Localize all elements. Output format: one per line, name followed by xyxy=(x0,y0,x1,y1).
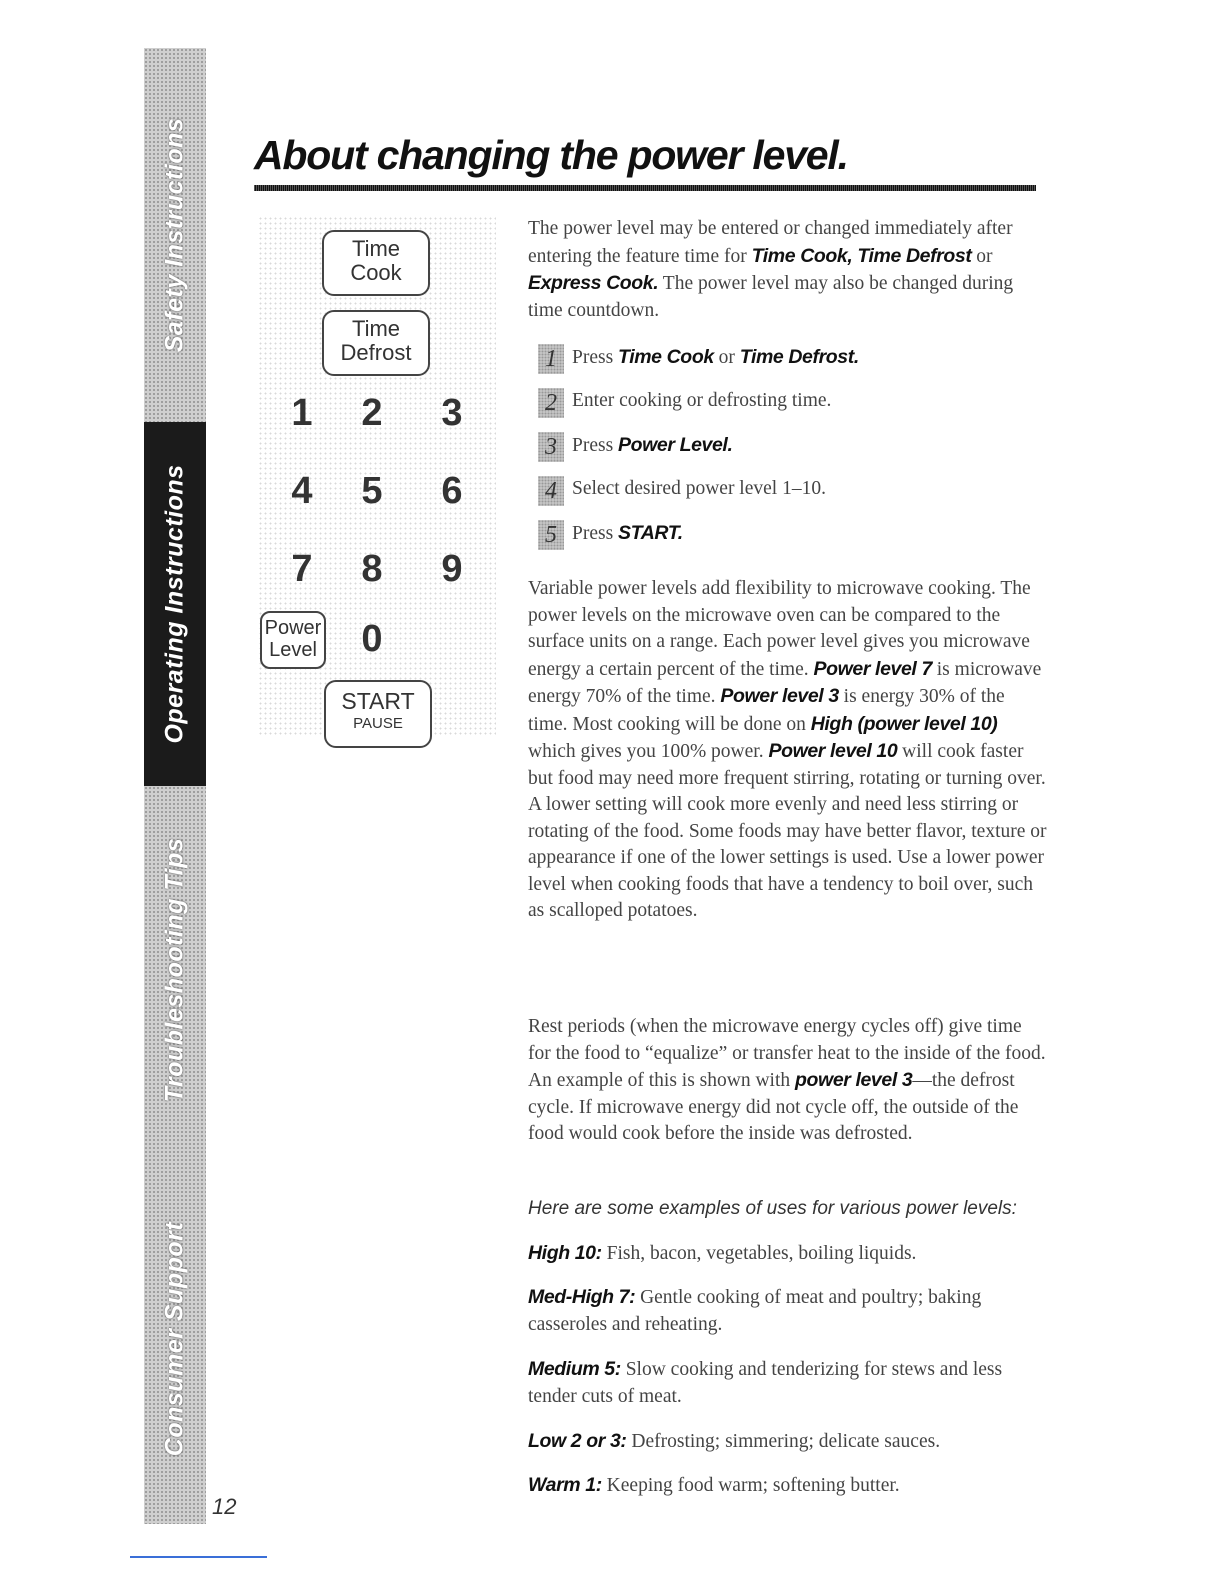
time-cook-key[interactable] xyxy=(322,230,430,296)
bold-run: Time Defrost. xyxy=(739,346,859,368)
tab-consumer-support[interactable] xyxy=(144,1154,206,1524)
title-rule xyxy=(254,185,1036,191)
step-text xyxy=(572,478,826,500)
page-number: 12 xyxy=(212,1494,237,1519)
digit-6-key[interactable]: 6 xyxy=(441,470,463,512)
example-item xyxy=(528,1356,1048,1410)
key-label-line: Cook xyxy=(350,260,402,285)
bold-run: Time Cook, Time Defrost xyxy=(751,244,972,267)
example-text: Defrosting; simmering; delicate sauces. xyxy=(626,1431,941,1452)
step-text xyxy=(572,434,732,457)
digit-1-key[interactable]: 1 xyxy=(291,392,313,434)
text-run: will cook faster but food may need more frequent stirring, rotating or turning over. A lower setting will cook more evenly and need less stirring or rotating of the food. Some foods may have better flavor, texture or appearance if one of the lower settings is used. Use a lower power level when cooking foods that have a tendency to boil over, such as scalloped potatoes. xyxy=(528,741,1047,921)
tab-operating-instructions[interactable] xyxy=(144,422,206,786)
example-label: Medium 5: xyxy=(528,1358,621,1380)
bold-run: Power level 7 xyxy=(813,657,932,680)
key-label-line: PAUSE xyxy=(353,715,403,732)
variable-power-paragraph xyxy=(528,576,1048,925)
bold-run: START. xyxy=(618,522,683,544)
example-text: Fish, bacon, vegetables, boiling liquids. xyxy=(601,1243,917,1264)
key-label-line: Power xyxy=(264,617,322,639)
key-label-line: Defrost xyxy=(340,340,412,365)
text-run: is microwave energy 70% of the time. xyxy=(528,658,1042,707)
digit-4-key[interactable]: 4 xyxy=(291,470,313,512)
tab-safety-instructions[interactable] xyxy=(144,48,206,422)
key-label-line: Level xyxy=(269,639,317,661)
example-label: Low 2 or 3: xyxy=(528,1430,627,1452)
text-run: Press xyxy=(572,347,619,368)
example-item xyxy=(528,1472,1048,1500)
digit-7-key[interactable]: 7 xyxy=(291,548,313,590)
example-item xyxy=(528,1240,1048,1268)
bold-run: Power level 10 xyxy=(768,740,898,762)
text-run: —the defrost cycle. If microwave energy did not cycle off, the outside of the food would cook before the inside was defrosted. xyxy=(528,1070,1019,1144)
intro-paragraph xyxy=(528,216,1048,324)
bold-run: Time Cook xyxy=(618,346,714,368)
bottom-divider xyxy=(130,1556,267,1558)
tab-troubleshooting-tips[interactable] xyxy=(144,786,206,1154)
step-text xyxy=(572,346,859,369)
text-run: The power level may be entered or changed immediately after entering the feature time for xyxy=(528,218,1013,267)
key-label-line: Time xyxy=(351,316,401,341)
example-text: Keeping food warm; softening butter. xyxy=(601,1475,900,1496)
bold-run: power level 3 xyxy=(795,1069,913,1091)
digit-8-key[interactable]: 8 xyxy=(361,548,383,590)
example-item xyxy=(528,1284,1048,1338)
text-run: Rest periods (when the microwave energy cycles off) give time for the food to “equalize” or transfer heat to the inside of the food. An example of this is shown with xyxy=(528,1016,1046,1091)
bold-run: Power Level. xyxy=(618,434,733,456)
digit-2-key[interactable]: 2 xyxy=(361,392,383,434)
key-label-line: Time xyxy=(351,236,401,261)
text-run: Press xyxy=(572,523,619,544)
bold-run: Express Cook. xyxy=(528,272,659,294)
text-run: Press xyxy=(572,435,619,456)
text-run: Enter cooking or defrosting time. xyxy=(572,390,832,411)
tab-label: Safety Instructions xyxy=(160,117,189,353)
example-text: Gentle cooking of meat and poultry; baking casseroles and reheating. xyxy=(528,1287,982,1335)
keypad-illustration xyxy=(258,216,496,736)
example-text: Slow cooking and tenderizing for stews and less tender cuts of meat. xyxy=(528,1359,1003,1407)
digit-9-key[interactable]: 9 xyxy=(441,548,463,590)
step-number-badge: 5 xyxy=(538,520,564,550)
text-run: Select desired power level 1–10. xyxy=(572,478,826,499)
text-run: or xyxy=(713,347,740,368)
step-text xyxy=(572,390,831,412)
bold-run: Power level 3 xyxy=(720,685,839,707)
example-label: Warm 1: xyxy=(528,1474,602,1496)
text-run: The power level may also be changed during time countdown. xyxy=(528,273,1014,321)
start-pause-key[interactable] xyxy=(324,680,432,748)
text-run: which gives you 100% power. xyxy=(528,741,769,762)
text-run: Variable power levels add flexibility to microwave cooking. The power levels on the microwave oven can be compared to the surface units on a range. Each power level gives you microwave energy a certain percent of the time. xyxy=(528,578,1031,680)
digit-3-key[interactable]: 3 xyxy=(441,392,463,434)
text-run: is energy 30% of the time. Most cooking will be done on xyxy=(528,686,1005,735)
step-number-badge: 1 xyxy=(538,344,564,374)
examples-heading: Here are some examples of uses for various power levels: xyxy=(528,1198,1017,1219)
bold-run: High (power level 10) xyxy=(810,712,998,735)
power-level-key[interactable] xyxy=(260,611,326,669)
step-number-badge: 2 xyxy=(538,388,564,418)
text-run: or xyxy=(971,245,993,267)
step-number-badge: 3 xyxy=(538,432,564,462)
time-defrost-key[interactable] xyxy=(322,310,430,376)
tab-label: Consumer Support xyxy=(160,1221,189,1457)
digit-5-key[interactable]: 5 xyxy=(361,470,383,512)
step-text xyxy=(572,522,683,545)
example-label: High 10: xyxy=(528,1242,602,1264)
example-label: Med-High 7: xyxy=(528,1286,636,1308)
digit-0-key[interactable]: 0 xyxy=(361,618,383,660)
example-item xyxy=(528,1428,1048,1456)
step-number-badge: 4 xyxy=(538,476,564,506)
tab-label: Operating Instructions xyxy=(160,464,189,744)
key-label-line: START xyxy=(341,688,415,714)
tab-label: Troubleshooting Tips xyxy=(160,837,189,1103)
page-title: About changing the power level. xyxy=(254,132,848,178)
rest-periods-paragraph xyxy=(528,1014,1048,1148)
